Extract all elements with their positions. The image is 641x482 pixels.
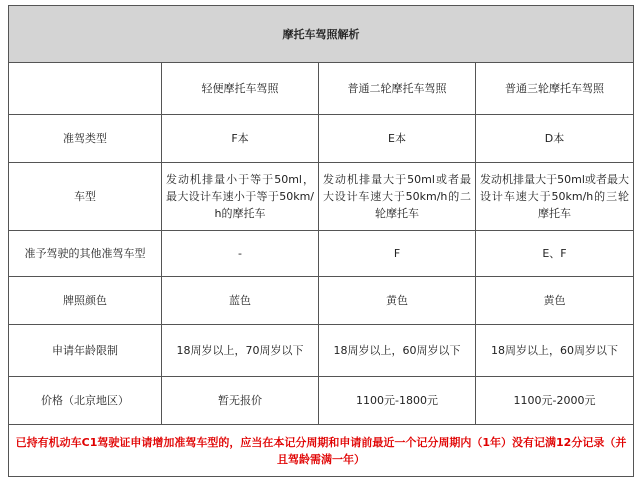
title-row bbox=[9, 6, 634, 63]
table-title: 摩托车驾照解析 bbox=[9, 6, 634, 63]
table-row bbox=[9, 377, 634, 425]
table-row bbox=[9, 325, 634, 377]
cell-plate-color-light: 蓝色 bbox=[162, 277, 319, 325]
cell-price-two-wheel: 1100元-1800元 bbox=[319, 377, 476, 425]
row-label-price: 价格（北京地区） bbox=[9, 377, 162, 425]
table-row bbox=[9, 163, 634, 231]
table-row bbox=[9, 115, 634, 163]
cell-age-limit-two-wheel: 18周岁以上，60周岁以下 bbox=[319, 325, 476, 377]
cell-vehicle-type-three-wheel bbox=[476, 163, 634, 231]
row-label-license-type: 准驾类型 bbox=[9, 115, 162, 163]
cell-license-type-two-wheel: E本 bbox=[319, 115, 476, 163]
row-label-vehicle-type: 车型 bbox=[9, 163, 162, 231]
footnote: 已持有机动车C1驾驶证申请增加准驾车型的，应当在本记分周期和申请前最近一个记分周期内（1年）没有记满12分记录（并且驾龄需满一年） bbox=[9, 425, 634, 477]
row-label-other-classes: 准予驾驶的其他准驾车型 bbox=[9, 231, 162, 277]
cell-price-three-wheel: 1100元-2000元 bbox=[476, 377, 634, 425]
cell-vehicle-type-two-wheel bbox=[319, 163, 476, 231]
cell-age-limit-three-wheel: 18周岁以上，60周岁以下 bbox=[476, 325, 634, 377]
note-row bbox=[9, 425, 634, 477]
cell-other-classes-light: - bbox=[162, 231, 319, 277]
license-comparison-table bbox=[8, 5, 634, 477]
column-header-row bbox=[9, 63, 634, 115]
column-header-light-motorcycle: 轻便摩托车驾照 bbox=[162, 63, 319, 115]
row-label-plate-color: 牌照颜色 bbox=[9, 277, 162, 325]
row-label-age-limit: 申请年龄限制 bbox=[9, 325, 162, 377]
cell-plate-color-three-wheel: 黄色 bbox=[476, 277, 634, 325]
vehicle-type-light-text: 发动机排量小于等于50ml，最大设计车速小于等于50km/h的摩托车 bbox=[166, 173, 314, 220]
cell-license-type-three-wheel: D本 bbox=[476, 115, 634, 163]
vehicle-type-three-wheel-text: 发动机排量大于50ml或者最大设计车速大于50km/h的三轮摩托车 bbox=[480, 173, 629, 220]
cell-other-classes-two-wheel: F bbox=[319, 231, 476, 277]
cell-price-light: 暂无报价 bbox=[162, 377, 319, 425]
cell-license-type-light: F本 bbox=[162, 115, 319, 163]
cell-age-limit-light: 18周岁以上，70周岁以下 bbox=[162, 325, 319, 377]
table-row bbox=[9, 231, 634, 277]
cell-vehicle-type-light bbox=[162, 163, 319, 231]
column-header-three-wheel: 普通三轮摩托车驾照 bbox=[476, 63, 634, 115]
cell-other-classes-three-wheel: E、F bbox=[476, 231, 634, 277]
column-header-two-wheel: 普通二轮摩托车驾照 bbox=[319, 63, 476, 115]
header-corner bbox=[9, 63, 162, 115]
cell-plate-color-two-wheel: 黄色 bbox=[319, 277, 476, 325]
vehicle-type-two-wheel-text: 发动机排量大于50ml或者最大设计车速大于50km/h的二轮摩托车 bbox=[323, 173, 471, 220]
table-row bbox=[9, 277, 634, 325]
